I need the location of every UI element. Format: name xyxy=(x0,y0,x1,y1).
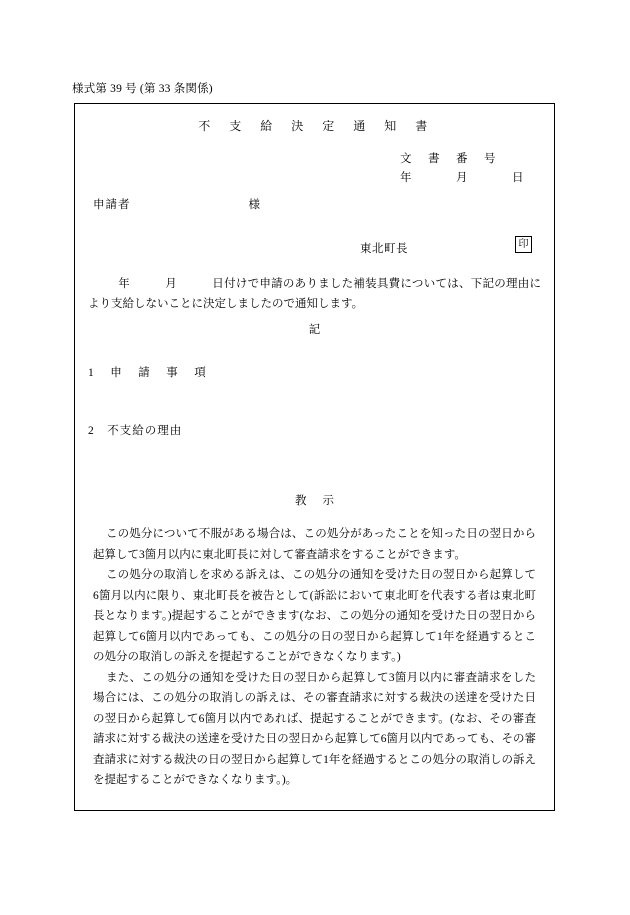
notice-block xyxy=(93,524,536,791)
notice-paragraph-3: また、この処分の通知を受けた日の翌日から起算して3箇月以内に審査請求をした場合には、この処分の取消しの訴えは、その審査請求に対する裁決の送達を受けた日の翌日から起算して6箇月以内であれば、提起することができます。(なお、その審査請求に対する裁決の送達を受けた日の翌日から起算して6箇月以内であっても、その審査請求に対する裁決の日の翌日から起算して1年を経過するとこの処分の取消しの訴えを提起することができなくなります。)。 xyxy=(93,671,536,786)
body-paragraph-text: 年 月 日付けで申請のありました補装具費については、下記の理由により支給しないことに決定しましたので通知します。 xyxy=(88,278,541,310)
instruction-heading: 教示 xyxy=(295,495,350,507)
document-meta xyxy=(400,150,526,188)
document-number-label: 文 書 番 号 xyxy=(400,153,498,165)
issuer-name: 東北町長 xyxy=(360,243,408,255)
document-frame xyxy=(74,103,555,811)
applicant-line xyxy=(93,196,261,212)
page-title: 不 支 給 決 定 通 知 書 xyxy=(198,119,431,133)
ki-mark: 記 xyxy=(308,324,321,336)
section-application-items: 1 申 請 事 項 xyxy=(88,367,209,379)
form-number: 様式第 39 号 (第 33 条関係) xyxy=(72,83,213,95)
document-date-label: 年 月 日 xyxy=(400,172,526,184)
body-paragraph xyxy=(88,274,541,314)
seal-stamp: 印 xyxy=(515,236,532,253)
applicant-honorific: 様 xyxy=(248,199,261,211)
section-reason: 2 不支給の理由 xyxy=(88,425,183,437)
notice-paragraph-1: この処分について不服がある場合は、この処分があったことを知った日の翌日から起算して3箇月以内に東北町長に対して審査請求をすることができます。 xyxy=(93,528,536,561)
notice-paragraph-2: この処分の取消しを求める訴えは、この処分の通知を受けた日の翌日から起算して6箇月以内に限り、東北町長を被告として(訴訟において東北町を代表する者は東北町長となります。)提起することができます(なお、この処分の通知を受けた日の翌日から起算して6箇月以内であっても、この処分の日の翌日から起算して1年を経過するとこの処分の取消しの訴えを提起することができなくなります。) xyxy=(93,569,536,663)
applicant-label: 申請者 xyxy=(93,199,131,211)
